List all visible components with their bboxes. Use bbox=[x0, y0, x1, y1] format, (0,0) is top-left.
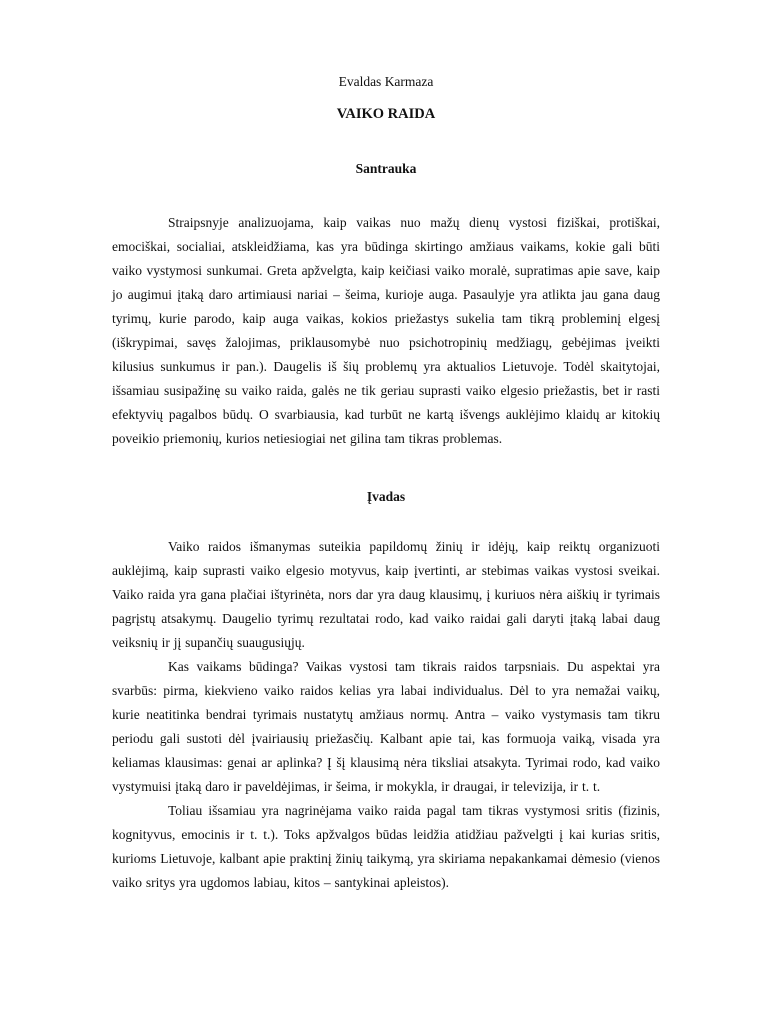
document-page bbox=[112, 70, 660, 895]
intro-paragraph-2: Kas vaikams būdinga? Vaikas vystosi tam tikrais raidos tarpsniais. Du aspektai yra svarbūs: pirma, kiekvieno vaiko raidos kelias yra labai individualus. Dėl to yra nemažai vaikų, kurie neatitinka bendrai tyrimais nustatytų amžiaus normų. Antra – vaiko vystymasis tam tikru periodu gali sustoti dėl įvairiausių priežasčių. Kalbant apie tai, kas formuoja vaiką, visada yra keliamas klausimas: genai ar aplinka? Į šį klausimą nėra tiksliai atsakyta. Tyrimai rodo, kad vaiko vystymuisi įtaką daro ir paveldėjimas, ir šeima, ir mokykla, ir draugai, ir televizija, ir t. t. bbox=[112, 659, 660, 794]
summary-heading: Santrauka bbox=[355, 161, 417, 176]
intro-paragraph-1: Vaiko raidos išmanymas suteikia papildomų žinių ir idėjų, kaip reiktų organizuoti auklėjimą, kaip suprasti vaiko elgesio motyvus, kaip įvertinti, ar stebimas vaikas vystosi sveikai. Vaiko raida yra gana plačiai ištyrinėta, nors dar yra daug klausimų, į kuriuos nėra aiškių ir tyrimais pagrįstų atsakymų. Daugelio tyrimų rezultatai rodo, kad vaiko raidai gali daryti įtaką labai daug veiksnių ir jį supančių suaugusiųjų. bbox=[112, 539, 660, 650]
intro-heading: Įvadas bbox=[366, 489, 406, 504]
intro-paragraph-3: Toliau išsamiau yra nagrinėjama vaiko raida pagal tam tikras vystymosi sritis (fizinis, kognityvus, emocinis ir t. t.). Toks apžvalgos būdas leidžia atidžiau pažvelgti į kai kurias sritis, kurioms Lietuvoje, kalbant apie praktinį žinių taikymą, yra skiriama nepakankamai dėmesio (vienos vaiko sritys yra ugdomos labiau, kitos – santykinai apleistos). bbox=[112, 803, 660, 890]
summary-paragraph: Straipsnyje analizuojama, kaip vaikas nuo mažų dienų vystosi fiziškai, protiškai, emociškai, socialiai, atskleidžiama, kas yra būdinga skirtingo amžiaus vaikams, kokie gali būti vaiko vystymosi sunkumai. Greta apžvelgta, kaip keičiasi vaiko moralė, supratimas apie save, kaip jo augimui įtaką daro artimiausi nariai – šeima, kurioje auga. Pasaulyje yra atlikta jau gana daug tyrimų, kurie parodo, kaip auga vaikas, kokios priežastys sukelia tam tikrą probleminį elgesį (iškrypimai, savęs žalojimas, priklausomybė nuo psichotropinių medžiagų, gebėjimas įveikti kilusius sunkumus ir pan.). Daugelis iš šių problemų yra aktualios Lietuvoje. Todėl skaitytojai, išsamiau susipažinę su vaiko raida, galės ne tik geriau suprasti vaiko elgesio priežastis, bet ir rasti efektyvių pagalbos būdų. O svarbiausia, kad turbūt ne kartą išvengs auklėjimo klaidų ar kitokių poveikio priemonių, kurios netiesiogiai net gilina tam tikras problemas. bbox=[112, 215, 660, 446]
author-name: Evaldas Karmaza bbox=[338, 74, 434, 89]
document-title: VAIKO RAIDA bbox=[336, 106, 436, 122]
